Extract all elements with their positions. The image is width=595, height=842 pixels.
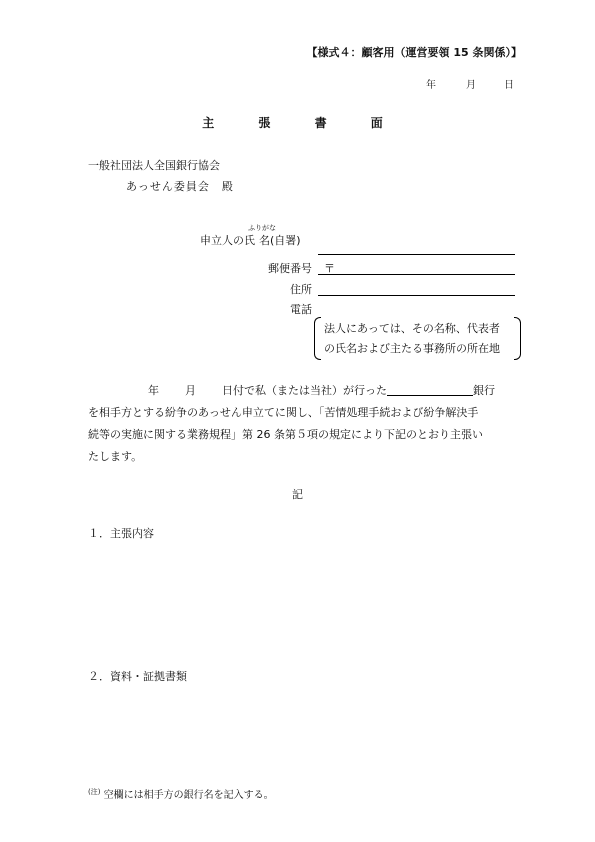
note-bracket-right [514, 317, 521, 360]
address-label: 住所 [290, 283, 312, 296]
furigana-label: ふりがな [248, 224, 276, 232]
name-signature-line[interactable] [318, 254, 515, 255]
name-label-post: (自署) [270, 234, 301, 247]
postal-code-line[interactable] [318, 274, 515, 275]
body-line-3: 続等の実施に関する業務規程」第 26 条第５項の規定により下記のとおり主張い [88, 428, 483, 441]
section-evidence-documents: ２．資料・証拠書類 [88, 670, 187, 683]
footnote-mark: (注) [88, 788, 101, 796]
body-line-2: を相手方とする紛争のあっせん申立てに関し、「苦情処理手続および紛争解決手 [88, 406, 479, 419]
name-label-shi: 氏 [244, 234, 255, 247]
body-month: 月 [185, 384, 196, 397]
document-title: 主 張 書 面 [202, 116, 403, 130]
phone-label: 電話 [290, 303, 312, 316]
ki-heading: 記 [292, 488, 303, 501]
address-line[interactable] [318, 295, 515, 296]
note-line-2: の氏名および主たる事務所の所在地 [324, 342, 500, 355]
postal-label: 郵便番号 [268, 262, 312, 275]
footnote [88, 786, 274, 801]
name-label-pre: 申立人の [200, 234, 244, 247]
name-label-mei: 名 [259, 234, 270, 247]
note-text [324, 319, 511, 359]
corporate-note [314, 317, 521, 360]
body-paragraph [88, 380, 520, 468]
date-year-label: 年 [426, 80, 436, 91]
note-line-1: 法人にあっては、その名称、代表者 [324, 322, 500, 335]
body-line-1 [88, 380, 520, 402]
addressee-org: 一般社団法人全国銀行協会 [88, 159, 220, 172]
applicant-name-label [200, 232, 301, 248]
section-claim-content: １．主張内容 [88, 527, 154, 540]
form-label: 【様式４：顧客用（運営要領 15 条関係）】 [306, 46, 522, 59]
postal-mark: 〒 [324, 262, 335, 275]
bank-suffix: 銀行 [473, 384, 495, 397]
body-line-4: たします。 [88, 450, 143, 463]
body-year: 年 [148, 384, 159, 397]
note-bracket-left [314, 317, 321, 360]
addressee-committee: あっせん委員会 殿 [126, 180, 234, 193]
bank-name-blank[interactable] [387, 383, 473, 396]
date-day-label: 日 [504, 80, 514, 91]
date-month-label: 月 [466, 80, 476, 91]
footnote-text: 空欄には相手方の銀行名を記入する。 [103, 790, 274, 801]
body-text-1: 日付で私（または当社）が行った [222, 384, 387, 397]
